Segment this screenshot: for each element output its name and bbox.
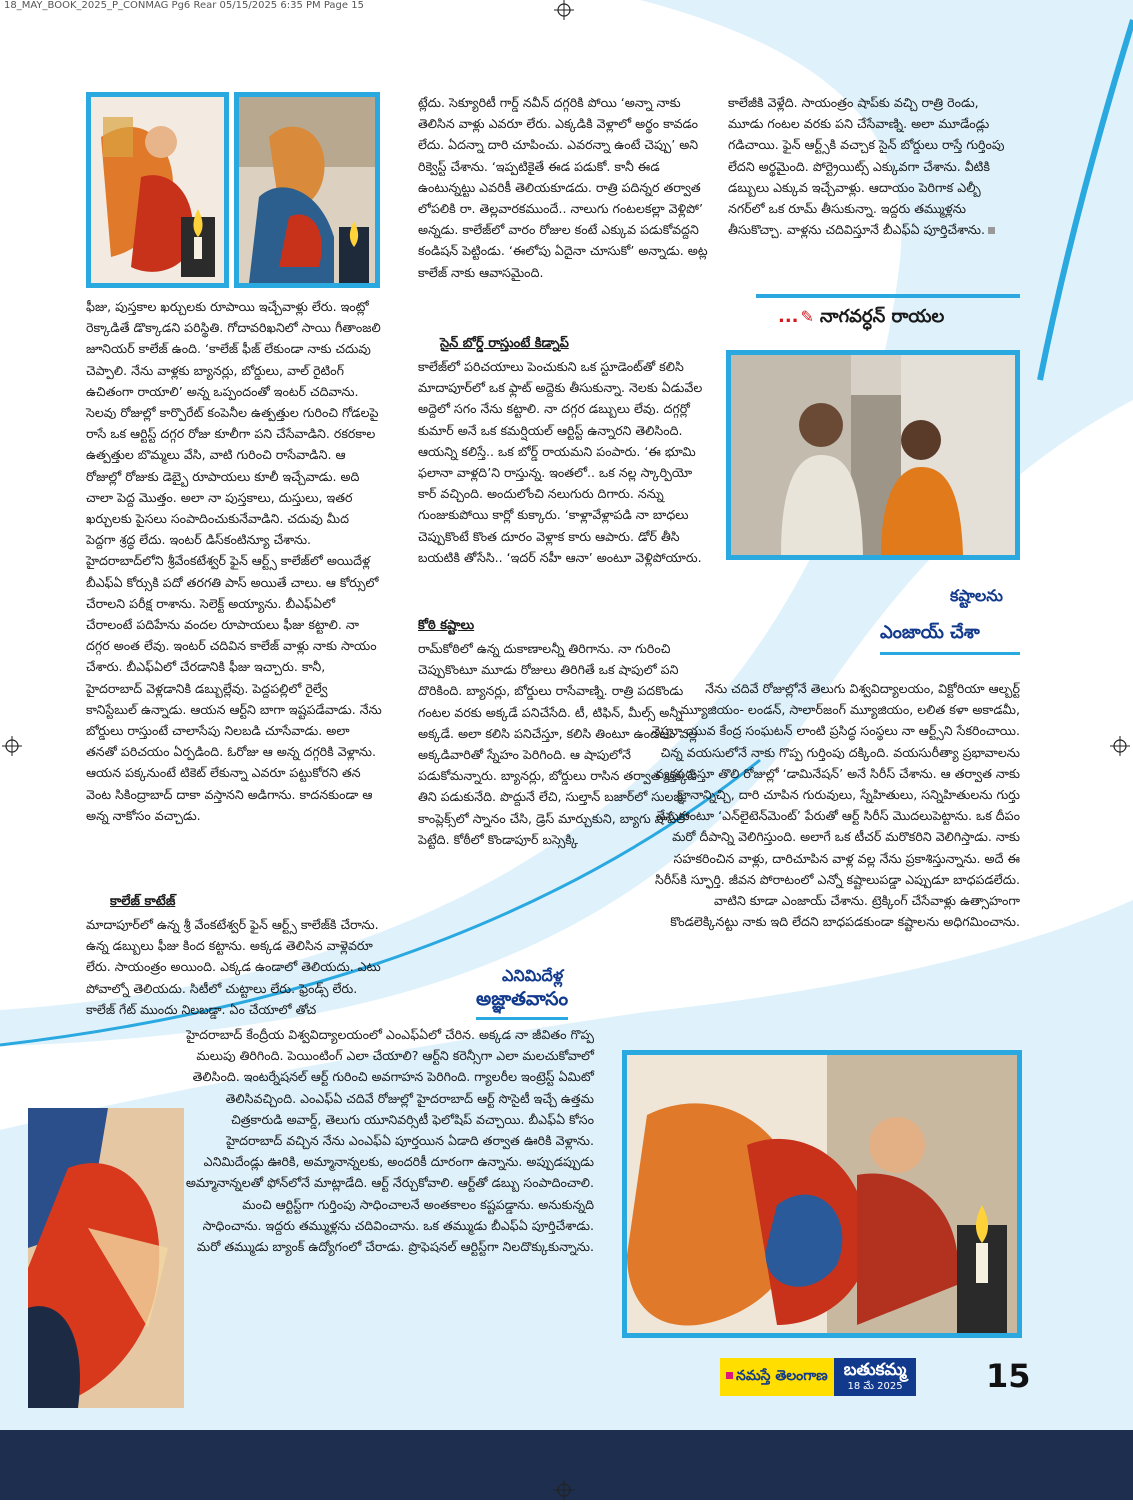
article-column-1	[86, 296, 382, 826]
article-column-1-body	[86, 914, 386, 1020]
issue-date: 18 మే 2025	[847, 1381, 903, 1392]
column-2-paragraph-2: కాలేజ్‌లో పరిచయాలు పెంచుకుని ఒక స్టూడెంట్‌తో కలిసి మాదాపూర్‌లో ఒక ఫ్లాట్‌ అద్దెకు తీసుకున్నా. నెలకు ఏడువేల అద్దెలో సగం నేను కట్టాలి. నా దగ్గర డబ్బులు లేవు. దగ్గర్లో కుమార్‌ అనే ఒక కమర్షియల్‌ ఆర్టిస్ట్‌ ఉన్నారని తెలిసింది. ఆయన్ని కలిస్తే.. ఒక బోర్డ్‌ రాయమని పంపారు. ‘ఈ భూమి ఫలానా వాళ్లది’ని రాస్తున్న. ఇంతలో.. ఒక నల్ల స్కార్పియో కార్‌ వచ్చింది. అందులోంచి నలుగురు దిగారు. నన్ను గుంజుకుపోయి కార్లో కుక్కారు. ‘కాళ్లావేళ్లాపడి నా బాధలు చెప్పుకొంటే కొంత దూరం వెళ్లాక కారు ఆపారు. డోర్‌ తీసి బయటికి తోసేసి.. ‘ఇదర్‌ నహీ ఆనా’ అంటూ వెళ్లిపోయారు.	[418, 359, 703, 565]
registration-mark-icon	[2, 736, 22, 756]
subheading-college-cottage: కాలేజ్‌ కాటేజ్‌	[110, 894, 176, 909]
kashtalu-paragraph: నేను చదివే రోజుల్లోనే తెలుగు విశ్వవిద్యాలయం, విక్టోరియా ఆల్బర్ట్‌ మ్యూజియం- లండన్‌, సాలార్‌జంగ్‌ మ్యూజియం, లలిత కళా అకాడమీ, నెహ్రూ యువ కేంద్ర సంఘటన్‌ లాంటి ప్రసిద్ధ సంస్థలు నా ఆర్ట్స్‌ని సేకరించాయి. చిన్న వయసులోనే నాకు గొప్ప గుర్తింపు దక్కింది. వయసురీత్యా ప్రభావాలను వ్యక్తపరుస్తూ తొలి రోజుల్లో ‘డామినేషన్‌’ అనే సిరీస్‌ చేశాను. ఆ తర్వాత నాకు జ్ఞానాన్నిచ్చి, దారి చూపిన గురువులు, స్నేహితులు, సన్నిహితులను గుర్తు చేసుకుంటూ ‘ఎన్‌లైటెన్‌మెంట్‌’ పేరుతో ఆర్ట్‌ సిరీస్‌ మొదలుపెట్టాను. ఒక దీపం మరో దీపాన్ని వెలిగిస్తుంది. అలాగే ఒక టీచర్‌ మరొకరిని వెలిగిస్తాడు. నాకు సహకరించిన వాళ్లు, దారిచూపిన వాళ్ల వల్ల నేను ప్రకాశిస్తున్నాను. అదే ఈ సిరీస్‌కి స్ఫూర్తి. జీవన పోరాటంలో ఎన్నో కష్టాలుపడ్డా ఎప్పుడూ బాధపడలేదు. వాటిని కూడా ఎంజాయ్‌ చేశాను. ట్రెక్కింగ్‌ చేసేవాళ్లు ఉత్సాహంగా కొండలెక్కినట్టు నాకు ఇది లేదని బాధపడకుండా కష్టాలను అధిగమించాను.	[651, 681, 1020, 930]
section-heading-enjoy: ఎంజాయ్‌ చేశా	[880, 622, 980, 643]
column-2-paragraph-3: రామ్‌కోఠిలో ఉన్న దుకాణాలన్నీ తిరిగాను. నా గురించి చెప్పుకొంటూ మూడు రోజులు తిరిగితే ఒక షాపులో పని దొరికింది. బ్యానర్లు, బోర్డులు రాసేవాణ్ని. రాత్రి పదకొండు గంటల వరకు అక్కడే పనిచేసేది. టీ, టిఫిన్‌, మీల్స్‌ అన్నీ అక్కడే. అలా కలిసి పనిచేస్తూ, కలిసి తింటూ ఉండటం వల్ల అక్కడివారితో స్నేహం పెరిగింది. ఆ షాపులోనే పడుకోమన్నారు. బ్యానర్లు, బోర్డులు రాసిన తర్వాత అక్కడే తిని పడుకునేది. పొద్దునే లేచి, సుల్తాన్‌ బజార్‌లో సులభ్‌ కాంప్లెక్స్‌లో స్నానం చేసి, డ్రెస్‌ మార్చుకుని, బ్యాగు షాప్‌లో పెట్టేది. కోఠీలో కొండాపూర్‌ బస్సెక్కి	[418, 641, 698, 847]
enimidella-paragraph: హైదరాబాద్‌ కేంద్రీయ విశ్వవిద్యాలయంలో ఎంఎఫ్‌ఏలో చేరిన. అక్కడ నా జీవితం గొప్ప మలుపు తిరిగింది. పెయింటింగ్‌ ఎలా చేయాలి? ఆర్ట్‌ని కరెన్సీగా ఎలా మలచుకోవాలో తెలిసింది. ఇంటర్నేషనల్‌ ఆర్ట్‌ గురించి అవగాహన పెరిగింది. గ్యాలరీల ఇంట్రెస్ట్‌ ఏమిటో తెలిసివచ్చింది. ఎంఎఫ్‌ఏ చదివే రోజుల్లో హైదరాబాద్‌ ఆర్ట్‌ సొసైటీ ఇచ్చే ఉత్తమ చిత్రకారుడి అవార్డ్‌, తెలుగు యూనివర్సిటీ ఫెలోషిప్‌ వచ్చాయి. బీఎఫ్‌ఏ కోసం హైదరాబాద్‌ వచ్చిన నేను ఎంఎఫ్‌ఏ పూర్తయిన ఏడాది తర్వాత ఊరికి వెళ్లాను. ఎనిమిదేండ్లు ఊరికి, అమ్మానాన్నలకు, అందరికీ దూరంగా ఉన్నాను. అప్పుడప్పుడు అమ్మానాన్నలతో ఫోన్‌లోనే మాట్లాడేది. ఆర్ట్‌ నేర్చుకోవాలి. ఆర్ట్‌తో డబ్బు సంపాదించాలి. మంచి ఆర్టిస్ట్‌గా గుర్తింపు సాధించాలనే అంతకాలం కష్టపడ్డాను. అనుకున్నది సాధించాను. ఇద్దరు తమ్ముళ్లను చదివించాను. ఒక తమ్ముడు బీఎఫ్‌ఏ పూర్తిచేశాడు. మరో తమ్ముడు బ్యాంక్‌ ఉద్యోగంలో చేరాడు. ప్రొఫెషనల్‌ ఆర్టిస్ట్‌గా నిలదొక్కుకున్నాను.	[185, 1027, 594, 1255]
section-rule	[880, 652, 1020, 655]
enimidella-body	[184, 1024, 594, 1257]
page-number: 15	[986, 1357, 1031, 1395]
print-slug: 18_MAY_BOOK_2025_P_CONMAG Pg6 Rear 05/15/2025 6:35 PM Page 15	[4, 0, 364, 11]
byline	[778, 306, 944, 331]
end-square-icon	[988, 227, 995, 234]
article-column-2-kidnap	[418, 356, 706, 568]
painting-woman-image	[234, 92, 380, 288]
subheading-kidnap: సైన్‌ బోర్డ్‌ రాస్తుంటే కిడ్నాప్‌	[440, 336, 569, 351]
section-heading-kashtalu: కష్టాలను	[950, 586, 1003, 605]
painting-enlightenment-image	[622, 1050, 1022, 1338]
section-heading-eight-years: ఎనిమిదేళ్ల	[502, 966, 564, 985]
brand-square-icon	[726, 1372, 733, 1379]
kashtalu-body	[648, 678, 1020, 932]
registration-mark-icon	[1110, 736, 1130, 756]
painting-couple-image	[86, 92, 229, 288]
registration-mark-icon	[554, 1480, 574, 1500]
section-heading-exile: అజ్ఞాతవాసం	[476, 988, 568, 1020]
article-column-3	[728, 92, 1018, 240]
subheading-koti: కోఠి కష్టాలు	[418, 618, 475, 633]
column-3-paragraph: కాలేజీకి వెళ్లేది. సాయంత్రం షాప్‌కు వచ్చి రాత్రి రెండు, మూడు గంటల వరకు పని చేసేవాణ్ని. అలా మూడేండ్లు గడిచాయి. ఫైన్‌ ఆర్ట్స్‌కి వచ్చాక సైన్‌ బోర్డులు రాస్తే గుర్తింపు లేదని అర్థమైంది. పోర్ట్రెయిట్స్‌ ఎక్కువగా చేశాను. వీటికి డబ్బులు ఎక్కువ ఇచ్చేవాళ్లు. ఆదాయం పెరిగాక ఎల్బీ నగర్‌లో ఒక రూమ్‌ తీసుకున్నా. ఇద్దరు తమ్ముళ్లను తీసుకొచ్చా. వాళ్లను చదివిస్తూనే బీఎఫ్‌ఏ పూర్తిచేశాను.	[728, 95, 1005, 238]
pen-icon: ✎	[800, 307, 814, 326]
column-2-paragraph-1: ట్లేదు. సెక్యూరిటీ గార్డ్‌ నవీన్‌ దగ్గరికి పోయి ‘అన్నా నాకు తెలిసిన వాళ్లు ఎవరూ లేరు. ఎక్కడికి వెళ్లాలో అర్థం కావడం లేదు. ఏదన్నా దారి చూపించు. ఎవరన్నా ఉంటే చెప్పు’ అని రిక్వెస్ట్‌ చేశాను. ‘ఇప్పటికైతే ఈడ పడుకో. కానీ ఈడ ఉంటున్నట్టు ఎవరికీ తెలియకూడదు. రాత్రి పదిన్నర తర్వాత లోపలికి రా. తెల్లవారకముందే.. నాలుగు గంటలకల్లా వెళ్లిపో’ అన్నడు. కాలేజ్‌లో వారం రోజుల కంటే ఎక్కువ పడుకోవద్దని కండిషన్‌ పెట్టిండు. ‘ఈలోపు ఏదైనా చూసుకో’ అన్నాడు. అట్ల కాలేజ్‌ నాకు ఆవాసమైంది.	[418, 95, 708, 280]
painting-portrait-image	[28, 1108, 184, 1408]
author-photo-image	[726, 350, 1020, 560]
brand-bathukamma: బతుకమ్మ 18 మే 2025	[834, 1358, 917, 1396]
column-1-body: మాదాపూర్‌లో ఉన్న శ్రీ వేంకటేశ్వర్‌ ఫైన్‌ ఆర్ట్స్‌ కాలేజ్‌కి చేరాను. ఉన్న డబ్బులు ఫీజు కింద కట్టాను. అక్కడ తెలిసిన వాళ్లెవరూ లేరు. సాయంత్రం అయింది. ఎక్కడ ఉండాలో తెలియదు. ఎటు పోవాల్నో తెలియదు. సిటీలో చుట్టాలు లేరు. ఫ్రెండ్స్‌ లేరు. కాలేజ్‌ గేట్‌ ముందు నిలబడ్డా. ఏం చేయాలో తోచ	[86, 917, 381, 1017]
column-1-intro: ఫీజు, పుస్తకాల ఖర్చులకు రూపాయి ఇచ్చేవాళ్లు లేరు. ఇంట్లో రెక్కాడితే డొక్కాడని పరిస్థితి. గోదావరిఖనిలో సాయి గీతాంజలి జూనియర్‌ కాలేజ్‌ ఉంది. ‘కాలేజ్‌ ఫీజ్‌ లేకుండా నాకు చదువు చెప్పాలి. నేను వాళ్లకు బ్యానర్లు, బోర్డులు, వాల్‌ రైటింగ్‌ ఉచితంగా రాయాలి’ అన్న ఒప్పందంతో ఇంటర్‌ చదివాను. సెలవు రోజుల్లో కార్పొరేట్‌ కంపెనీల ఉత్పత్తుల గురించి గోడలపై రాసే ఒక ఆర్టిస్ట్‌ దగ్గర రోజు కూలీగా పని చేసేవాడిని. రకరకాల ఉత్పత్తుల బొమ్మలు వేసి, వాటి గురించి రాసేవాడిని. ఆ రోజుల్లో రోజుకు డెబ్బై రూపాయలు కూలీ ఇచ్చేవాడు. అది చాలా పెద్ద మొత్తం. అలా నా పుస్తకాలు, దుస్తులు, ఇతర ఖర్చులకు పైసలు సంపాదించుకునేవాడిని. చదువు మీద పెద్దగా శ్రద్ధ లేదు. ఇంటర్‌ డిస్‌కంటిన్యూ చేశాను. హైదరాబాద్‌లోని శ్రీవేంకటేశ్వర్‌ ఫైన్‌ ఆర్ట్స్‌ కాలేజ్‌లో అయిదేళ్ల బీఎఫ్‌ఏ కోర్సుకి పదో తరగతి పాస్‌ అయితే చాలు. ఆ కోర్సులో చేరాలని పరీక్ష రాశాను. సెలెక్ట్‌ అయ్యాను. బీఎఫ్‌ఏలో చేరాలంటే పదిహేను వందల రూపాయలు ఫీజు కట్టాలి. నా దగ్గర అంత లేవు. ఇంటర్‌ చదివిన కాలేజ్‌ వాళ్లు నాకు సాయం చేశారు. బీఎఫ్‌ఏలో చేరడానికి ఫీజు ఇచ్చారు. కానీ, హైదరాబాద్‌ వెళ్లడానికి డబ్బుల్లేవు. పెద్దపల్లిలో రైల్వే కానిస్టేబుల్‌ ఉన్నాడు. ఆయన ఆర్ట్‌ని బాగా ఇష్టపడేవాడు. నేను బోర్డులు రాస్తుంటే చాలాసేపు నిలబడి చూసేవాడు. అలా తనతో పరిచయం ఏర్పడింది. ఓరోజు ఆ అన్న దగ్గరికి వెళ్లాను. ఆయన పక్కనుంటే టికెట్‌ లేకున్నా ఎవరూ పట్టుకోరని తన వెంట సికింద్రాబాద్‌ దాకా వస్తానని అడిగాను. కాదనకుండా ఆ అన్న నాకోసం వచ్చాడు.	[86, 299, 382, 823]
author-name: నాగవర్ధన్‌ రాయల	[819, 306, 945, 327]
brand-logo	[720, 1358, 916, 1396]
brand-namaste-telangana: నమస్తే తెలంగాణ	[720, 1368, 834, 1387]
article-column-2	[418, 92, 708, 283]
registration-mark-icon	[554, 0, 574, 20]
byline-dots: ...	[778, 306, 799, 327]
byline-rule	[756, 294, 1020, 298]
